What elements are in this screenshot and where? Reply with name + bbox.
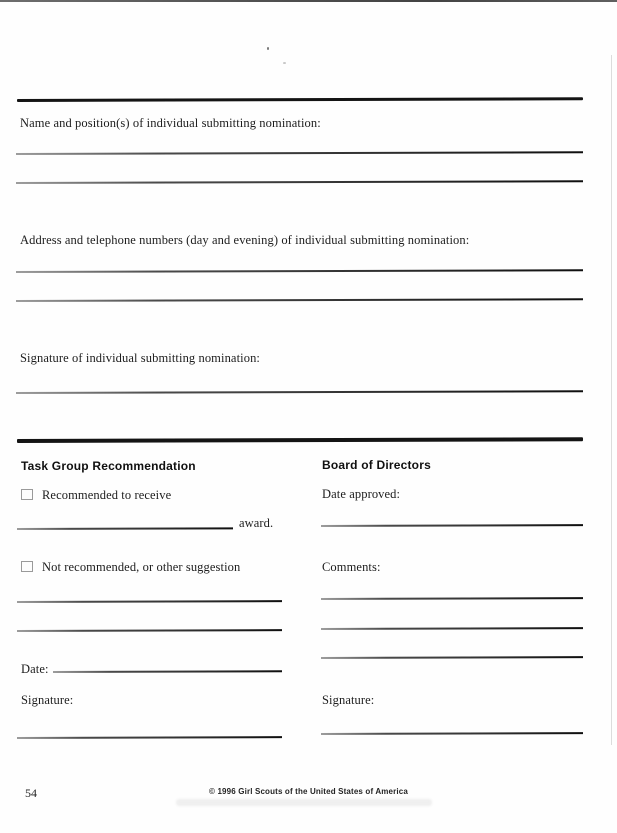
task-group-signature-fill-line[interactable] — [17, 736, 282, 738]
scan-edge-artifact — [0, 0, 617, 2]
award-suffix-label: award. — [239, 516, 274, 530]
date-approved-label: Date approved: — [322, 487, 401, 501]
date-approved-fill-line[interactable] — [321, 524, 583, 526]
not-recommended-checkbox-label: Not recommended, or other suggestion — [42, 560, 241, 574]
name-field-label: Name and position(s) of individual submitting nomination: — [20, 116, 321, 130]
submitter-signature-fill-line[interactable] — [16, 390, 583, 393]
name-fill-line-1[interactable] — [16, 151, 583, 154]
address-fill-line-2[interactable] — [16, 298, 583, 301]
task-group-date-fill-line[interactable] — [53, 670, 282, 672]
scan-edge-artifact-right — [611, 55, 612, 745]
board-signature-fill-line[interactable] — [321, 732, 583, 734]
address-field-label: Address and telephone numbers (day and evening) of individual submitting nomination: — [20, 233, 470, 247]
board-heading: Board of Directors — [322, 458, 431, 472]
submitter-signature-label: Signature of individual submitting nomination: — [20, 351, 260, 365]
suggestion-fill-line-1[interactable] — [17, 600, 282, 602]
not-recommended-checkbox[interactable] — [21, 561, 33, 572]
comments-fill-line-2[interactable] — [321, 627, 583, 629]
task-group-signature-label: Signature: — [21, 693, 74, 707]
scan-speck — [283, 62, 286, 64]
address-fill-line-1[interactable] — [16, 269, 583, 272]
recommended-checkbox-label: Recommended to receive — [42, 488, 172, 502]
suggestion-fill-line-2[interactable] — [17, 629, 282, 631]
page-number: 54 — [25, 786, 37, 800]
copyright-notice: © 1996 Girl Scouts of the United States of America — [209, 787, 408, 796]
recommended-checkbox[interactable] — [21, 489, 33, 500]
scan-speck — [267, 47, 269, 50]
comments-fill-line-3[interactable] — [321, 656, 583, 658]
print-bleed-artifact — [176, 799, 432, 806]
name-fill-line-2[interactable] — [16, 180, 583, 183]
section-divider-middle — [17, 437, 583, 442]
award-name-fill-line[interactable] — [17, 527, 233, 529]
task-group-heading: Task Group Recommendation — [21, 459, 196, 473]
comments-label: Comments: — [322, 560, 381, 574]
board-signature-label: Signature: — [322, 693, 375, 707]
section-divider-top — [17, 97, 583, 102]
comments-fill-line-1[interactable] — [321, 597, 583, 599]
task-group-date-label: Date: — [21, 662, 49, 676]
